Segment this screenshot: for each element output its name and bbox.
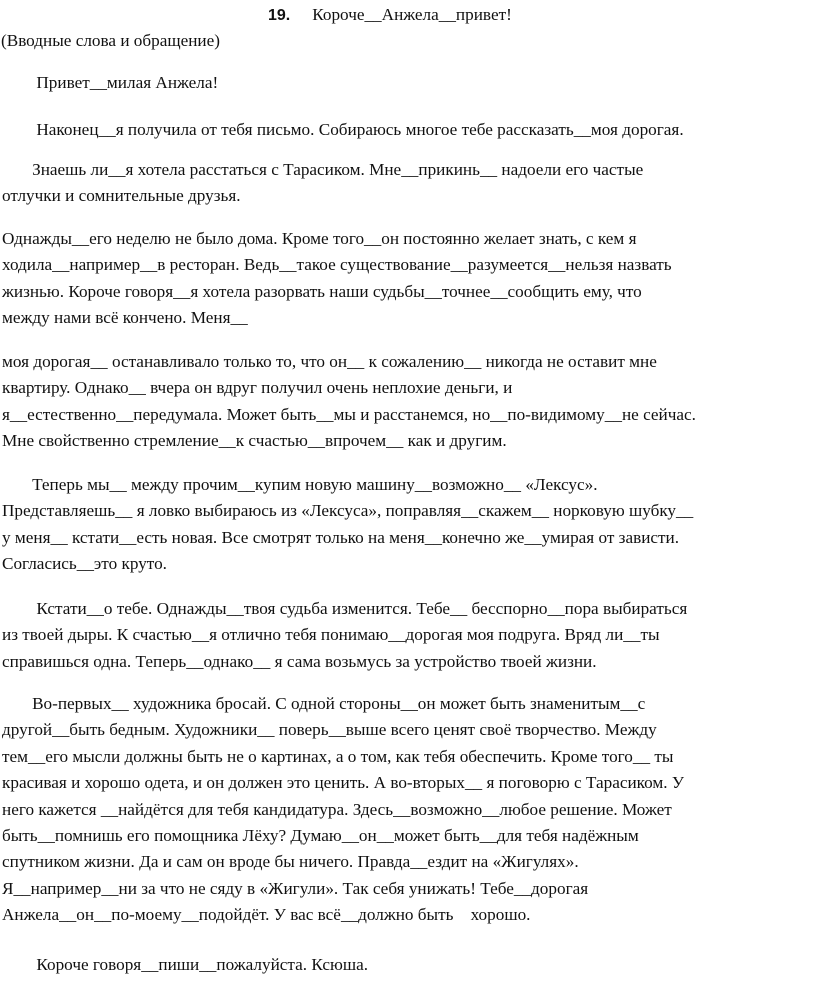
paragraph-6 <box>2 596 814 675</box>
text-line: Мне свойственно стремление__к счастью__впрочем__ как и другим. <box>2 431 507 451</box>
paragraph-1 <box>2 117 814 143</box>
text-line: из твоей дыры. К счастью__я отлично тебя понимаю__дорогая моя подруга. Вряд ли__ты <box>2 625 660 645</box>
text-line: Наконец__я получила от тебя письмо. Собираюсь многое тебе рассказать__моя дорогая. <box>2 120 684 139</box>
text-line: Во-первых__ художника бросай. С одной стороны__он может быть знаменитым__с <box>2 694 646 713</box>
text-line: Анжела__он__по-моему__подойдёт. У вас всё__должно быть хорошо. <box>2 905 531 925</box>
text-line: Теперь мы__ между прочим__купим новую машину__возможно__ «Лексус». <box>2 475 598 494</box>
text-line: между нами всё кончено. Меня__ <box>2 308 248 328</box>
text-line: Однажды__его неделю не было дома. Кроме того__он постоянно желает знать, с кем я <box>2 229 637 248</box>
text-line: другой__быть бедным. Художники__ поверь__выше всего ценят своё творчество. Между <box>2 720 657 740</box>
text-line: отлучки и сомнительные друзья. <box>2 186 241 206</box>
exercise-title <box>268 5 512 25</box>
text-line: ходила__например__в ресторан. Ведь__такое существование__разумеется__нельзя назвать <box>2 255 672 275</box>
paragraph-7 <box>2 691 814 929</box>
text-line: Короче говоря__пиши__пожалуйста. Ксюша. <box>2 955 369 974</box>
text-line: Я__например__ни за что не сяду в «Жигули». Так себя унижать! Тебе__дорогая <box>2 878 589 898</box>
text-line: я__естественно__передумала. Может быть__мы и расстанемся, но__по-видимому__не сейчас. <box>2 404 696 424</box>
paragraph-2 <box>2 157 814 210</box>
exercise-number: 19. <box>268 7 291 24</box>
text-line: Представляешь__ я ловко выбираюсь из «Лексуса», поправляя__скажем__ норковую шубку__ <box>2 501 694 521</box>
paragraph-3 <box>2 226 814 332</box>
text-line: тем__его мысли должны быть не о картинах, а о том, как тебя обеспечить. Кроме того__ ты <box>2 746 674 766</box>
text-line: Кстати__о тебе. Однажды__твоя судьба изменится. Тебе__ бесспорно__пора выбираться <box>2 599 688 618</box>
text-line: Знаешь ли__я хотела расстаться с Тарасиком. Мне__прикинь__ надоели его частые <box>2 160 644 179</box>
text-line: моя дорогая__ останавливало только то, что он__ к сожалению__ никогда не оставит мне <box>2 352 657 371</box>
text-line: справишься одна. Теперь__однако__ я сама возьмусь за устройство твоей жизни. <box>2 651 597 671</box>
text-line: у меня__ кстати__есть новая. Все смотрят только на меня__конечно же__умирая от зависти. <box>2 527 680 547</box>
text-line: Согласись__это круто. <box>2 554 167 574</box>
text-line: Привет__милая Анжела! <box>2 73 219 92</box>
paragraph-4 <box>2 349 814 455</box>
text-line: быть__помнишь его помощника Лёху? Думаю__он__может быть__для тебя надёжным <box>2 826 639 846</box>
exercise-subtitle: (Вводные слова и обращение) <box>1 31 220 50</box>
text-line: жизнью. Короче говоря__я хотела разорвать наши судьбы__точнее__сообщить ему, что <box>2 281 642 301</box>
text-line: него кажется __найдётся для тебя кандидатура. Здесь__возможно__любое решение. Может <box>2 799 672 819</box>
paragraph-greeting <box>2 70 814 96</box>
exercise-title-text: Короче__Анжела__привет! <box>312 5 512 24</box>
text-line: спутником жизни. Да и сам он вроде бы ничего. Правда__ездит на «Жигулях». <box>2 852 579 872</box>
paragraph-closing <box>2 952 814 978</box>
paragraph-5 <box>2 472 814 578</box>
text-line: квартиру. Однако__ вчера он вдруг получил очень неплохие деньги, и <box>2 378 513 398</box>
text-line: красивая и хорошо одета, и он должен это ценить. А во-вторых__ я поговорю с Тарасиком. У <box>2 773 685 793</box>
